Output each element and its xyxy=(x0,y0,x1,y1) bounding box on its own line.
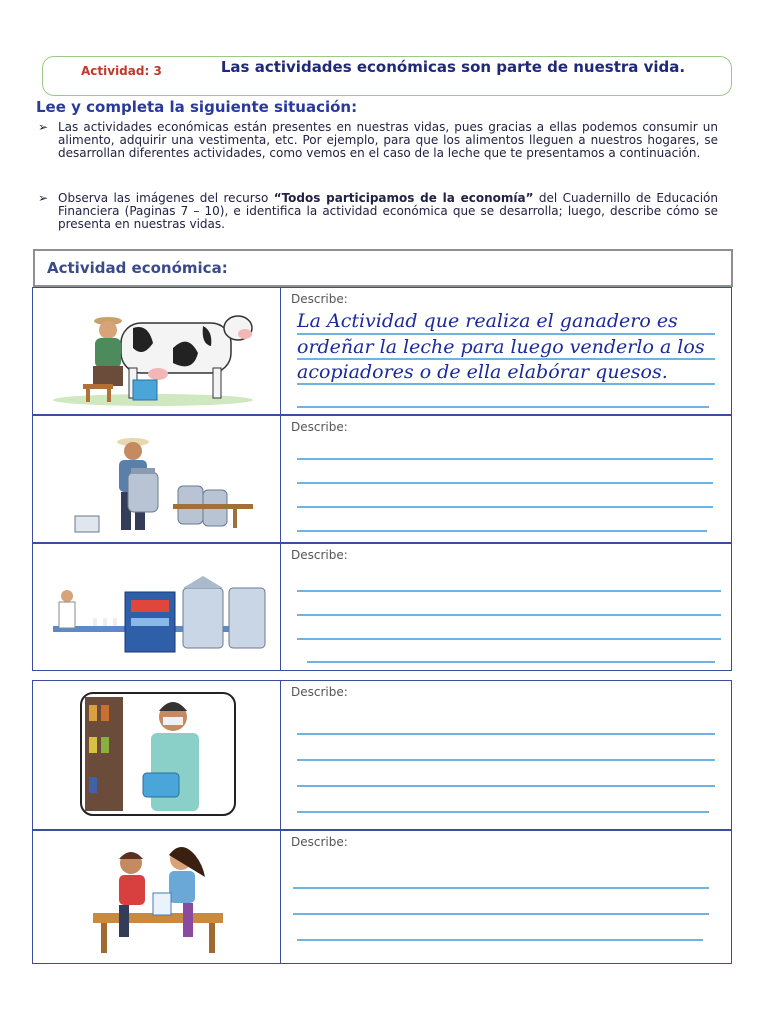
activity-row-2 xyxy=(32,415,732,543)
writing-line[interactable] xyxy=(297,506,713,508)
children-drinking-milk-image xyxy=(33,831,281,963)
describe-label: Describe: xyxy=(291,685,348,699)
writing-line[interactable] xyxy=(293,913,709,915)
arrow-bullet-icon: ➢ xyxy=(38,120,49,134)
writing-line[interactable] xyxy=(297,785,715,787)
handwritten-answer-line-2: ordeñar la leche para luego venderlo a los xyxy=(297,336,705,358)
bullet-2-after: del Cuadernillo de Educación Financiera (Paginas 7 – 10), e identifica la actividad económica que se desarrolla; luego, describe cómo se presenta en nuestras vidas. xyxy=(58,191,718,231)
writing-line[interactable] xyxy=(297,333,715,335)
writing-line[interactable] xyxy=(297,638,721,640)
describe-label: Describe: xyxy=(291,835,348,849)
bullet-1 xyxy=(38,121,718,160)
writing-line[interactable] xyxy=(297,733,715,735)
writing-line[interactable] xyxy=(297,811,709,813)
writing-line[interactable] xyxy=(307,661,715,663)
man-with-milk-cans-image xyxy=(33,416,281,542)
activity-number: Actividad: 3 xyxy=(81,64,162,78)
writing-line[interactable] xyxy=(297,358,715,360)
describe-label: Describe: xyxy=(291,548,348,562)
writing-line[interactable] xyxy=(297,939,703,941)
writing-line[interactable] xyxy=(297,614,721,616)
describe-label: Describe: xyxy=(291,292,348,306)
arrow-bullet-icon: ➢ xyxy=(38,191,49,205)
table-header-label: Actividad económica: xyxy=(47,259,228,277)
farmer-milking-cow-image xyxy=(33,288,281,414)
activity-row-1 xyxy=(32,287,732,415)
bullet-2-before: Observa las imágenes del recurso xyxy=(58,191,274,205)
bullet-1-text: Las actividades económicas están presentes en nuestras vidas, pues gracias a ellas podemos consumir un alimento, adquirir una vestimenta, etc. Por ejemplo, para que los alimentos lleguen a nuestros hogares, se desarrollan diferentes actividades, como vemos en el caso de la leche que te presentamos a continuación. xyxy=(58,120,718,160)
activity-banner xyxy=(42,56,732,96)
bullet-2-text xyxy=(58,192,718,231)
writing-line[interactable] xyxy=(297,482,713,484)
handwritten-answer-line-3: acopiadores o de ella elabórar quesos. xyxy=(297,361,668,383)
activity-row-4 xyxy=(32,680,732,830)
activity-row-5 xyxy=(32,830,732,964)
writing-line[interactable] xyxy=(297,383,715,385)
handwritten-answer-line-1: La Actividad que realiza el ganadero es xyxy=(297,310,678,332)
resource-title: “Todos participamos de la economía” xyxy=(273,191,534,205)
writing-line[interactable] xyxy=(297,406,709,408)
instruction-heading: Lee y completa la siguiente situación: xyxy=(36,98,358,116)
writing-line[interactable] xyxy=(293,887,709,889)
shopkeeper-selling-milk-image xyxy=(33,681,281,829)
describe-label: Describe: xyxy=(291,420,348,434)
writing-line[interactable] xyxy=(297,530,707,532)
milk-processing-plant-image xyxy=(33,544,281,670)
writing-line[interactable] xyxy=(297,590,721,592)
activity-title: Las actividades económicas son parte de nuestra vida. xyxy=(220,58,686,76)
table-header xyxy=(33,249,733,287)
writing-line[interactable] xyxy=(297,458,713,460)
writing-line[interactable] xyxy=(297,759,715,761)
bullet-2 xyxy=(38,192,718,231)
activity-row-3 xyxy=(32,543,732,671)
